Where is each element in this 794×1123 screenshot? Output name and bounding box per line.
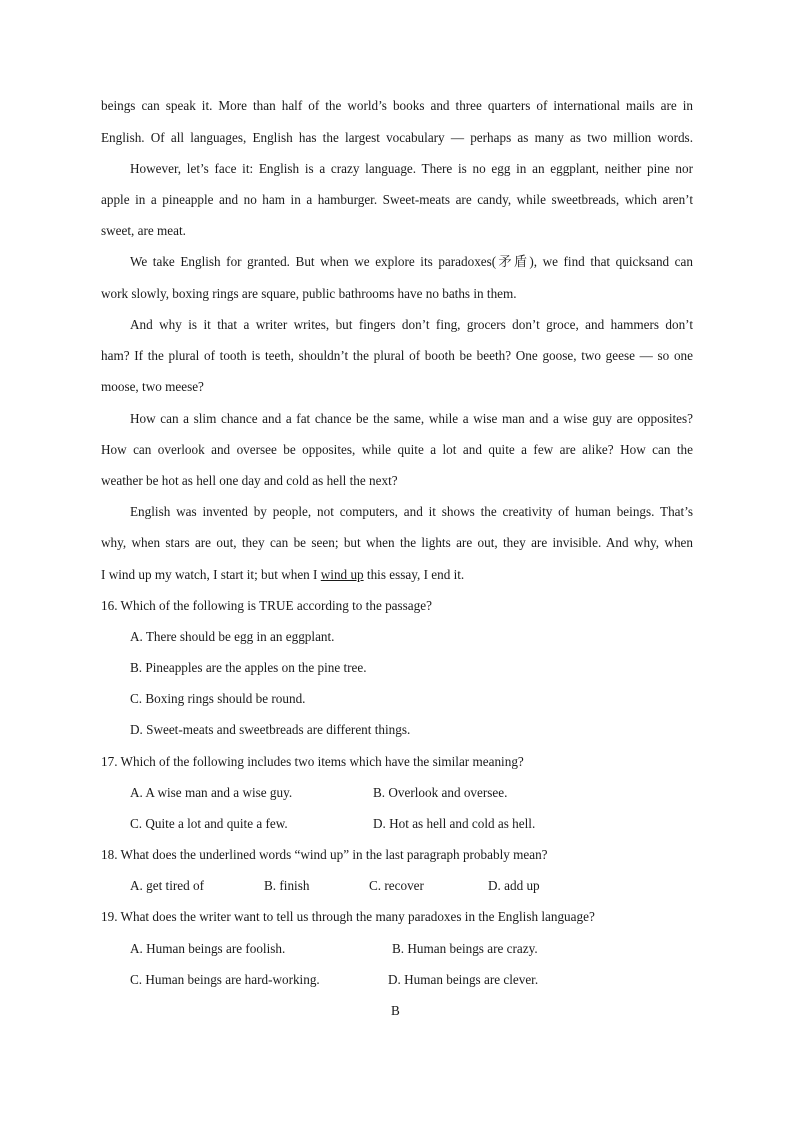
passage-line: sweet, are meat. bbox=[101, 223, 186, 238]
question-option: C. recover bbox=[369, 878, 424, 893]
question-option: B. Overlook and oversee. bbox=[373, 785, 508, 800]
passage-line: How can overlook and oversee be opposites, while quite a lot and quite a few are alike? How can the bbox=[101, 442, 693, 457]
passage-line: However, let’s face it: English is a crazy language. There is no egg in an eggplant, neither pine nor bbox=[130, 161, 693, 176]
passage-line: work slowly, boxing rings are square, public bathrooms have no baths in them. bbox=[101, 286, 517, 301]
passage-line: ham? If the plural of tooth is teeth, shouldn’t the plural of booth be beeth? One goose, two geese — so one bbox=[101, 348, 693, 363]
passage-line: And why is it that a writer writes, but fingers don’t fing, grocers don’t groce, and hammers don’t bbox=[130, 317, 693, 332]
question-option: B. Pineapples are the apples on the pine tree. bbox=[130, 660, 367, 675]
passage-line: beings can speak it. More than half of the world’s books and three quarters of international mails are in bbox=[101, 98, 693, 113]
question-option: D. add up bbox=[488, 878, 540, 893]
passage-line: weather be hot as hell one day and cold as hell the next? bbox=[101, 473, 398, 488]
passage-line: We take English for granted. But when we explore its paradoxes(矛盾), we find that quicksand can bbox=[130, 254, 693, 269]
question-option: A. A wise man and a wise guy. bbox=[130, 785, 293, 800]
question-option: D. Hot as hell and cold as hell. bbox=[373, 816, 536, 831]
passage-text: this essay, I end it. bbox=[363, 567, 465, 582]
question-stem: 16. Which of the following is TRUE according to the passage? bbox=[101, 598, 432, 613]
question-option: C. Quite a lot and quite a few. bbox=[130, 816, 288, 831]
question-stem: 19. What does the writer want to tell us through the many paradoxes in the English language? bbox=[101, 909, 595, 924]
passage-line: English. Of all languages, English has the largest vocabulary — perhaps as many as two million words. bbox=[101, 130, 693, 145]
question-option: B. Human beings are crazy. bbox=[392, 941, 538, 956]
question-option: A. There should be egg in an eggplant. bbox=[130, 629, 335, 644]
underlined-phrase: wind up bbox=[320, 567, 364, 582]
passage-line: English was invented by people, not computers, and it shows the creativity of human beings. That’s bbox=[130, 504, 693, 519]
question-option: A. Human beings are foolish. bbox=[130, 941, 286, 956]
question-option: C. Boxing rings should be round. bbox=[130, 691, 306, 706]
question-stem: 18. What does the underlined words “wind up” in the last paragraph probably mean? bbox=[101, 847, 548, 862]
question-option: A. get tired of bbox=[130, 878, 204, 893]
question-stem: 17. Which of the following includes two items which have the similar meaning? bbox=[101, 754, 524, 769]
passage-line: How can a slim chance and a fat chance be the same, while a wise man and a wise guy are opposites? bbox=[130, 411, 693, 426]
passage-line: apple in a pineapple and no ham in a hamburger. Sweet-meats are candy, while sweetbreads, which aren’t bbox=[101, 192, 693, 207]
question-option: D. Human beings are clever. bbox=[388, 972, 539, 987]
question-option: D. Sweet-meats and sweetbreads are different things. bbox=[130, 722, 411, 737]
question-option: B. finish bbox=[264, 878, 310, 893]
passage-line: why, when stars are out, they can be seen; but when the lights are out, they are invisible. And why, when bbox=[101, 535, 693, 550]
passage-line bbox=[101, 564, 693, 586]
passage-line: moose, two meese? bbox=[101, 379, 204, 394]
section-label: B bbox=[391, 1003, 400, 1018]
question-option: C. Human beings are hard-working. bbox=[130, 972, 320, 987]
passage-text: I wind up my watch, I start it; but when I bbox=[101, 567, 321, 582]
